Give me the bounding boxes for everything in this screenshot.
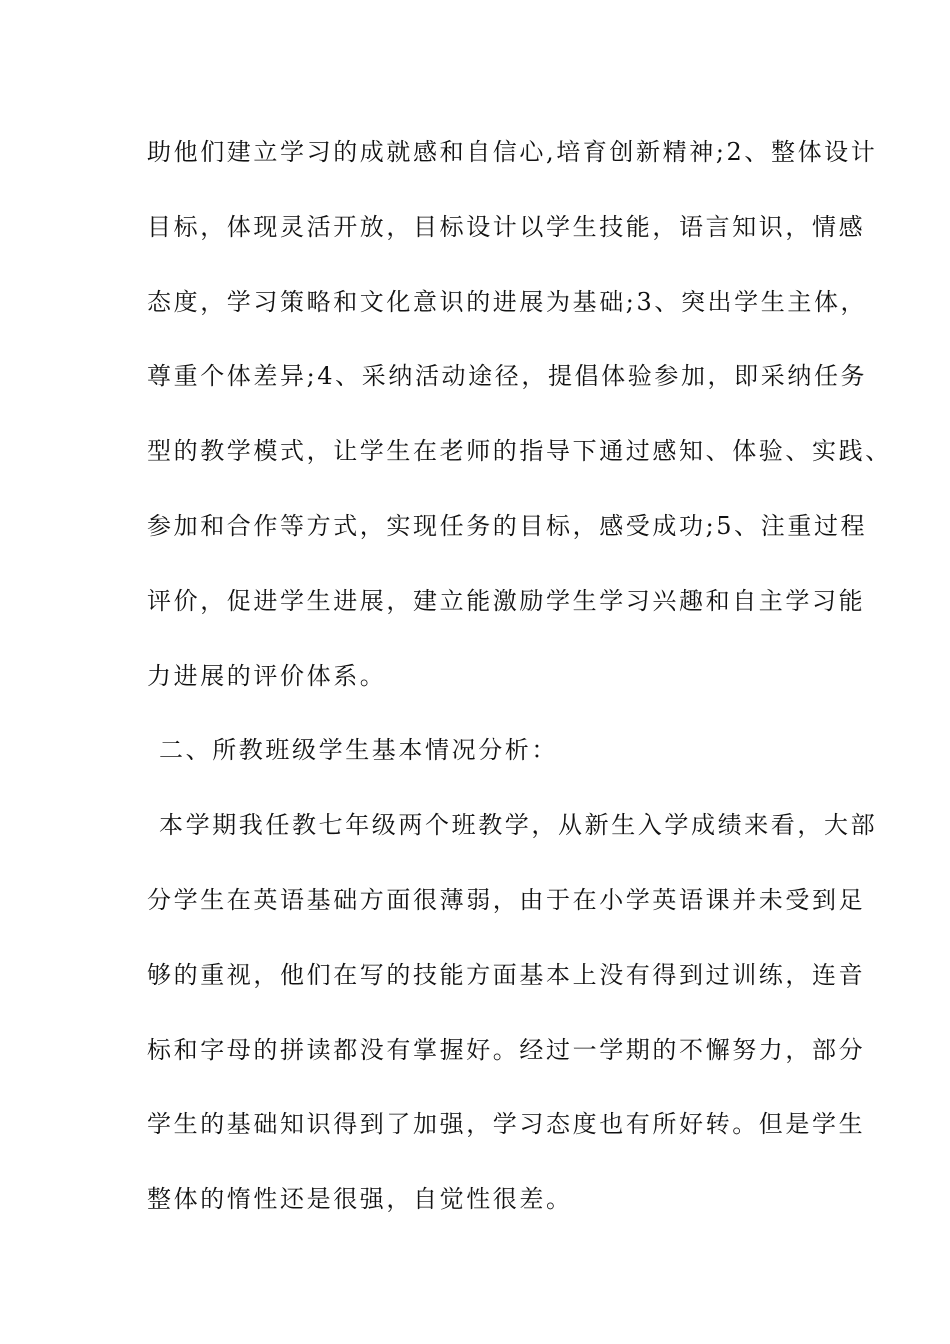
text-line: 助他们建立学习的成就感和自信心,培育创新精神;2、整体设计 [147, 138, 878, 166]
text-line: 学生的基础知识得到了加强，学习态度也有所好转。但是学生 [147, 1110, 866, 1138]
text-line: 够的重视，他们在写的技能方面基本上没有得到过训练，连音 [147, 961, 866, 989]
text-line: 评价，促进学生进展，建立能激励学生学习兴趣和自主学习能 [147, 587, 866, 615]
text-line: 参加和合作等方式，实现任务的目标，感受成功;5、注重过程 [147, 512, 868, 540]
text-line: 目标，体现灵活开放，目标设计以学生技能，语言知识，情感 [147, 213, 866, 241]
text-line: 尊重个体差异;4、采纳活动途径，提倡体验参加，即采纳任务 [147, 362, 868, 390]
text-line: 态度，学习策略和文化意识的进展为基础;3、突出学生主体， [147, 288, 868, 316]
text-line: 型的教学模式，让学生在老师的指导下通过感知、体验、实践、 [147, 437, 892, 465]
text-line: 本学期我任教七年级两个班教学，从新生入学成绩来看，大部 [159, 811, 878, 839]
section-heading: 二、所教班级学生基本情况分析： [159, 736, 558, 764]
text-line: 整体的惰性还是很强，自觉性很差。 [147, 1185, 573, 1213]
text-line: 分学生在英语基础方面很薄弱，由于在小学英语课并未受到足 [147, 886, 866, 914]
text-line: 标和字母的拼读都没有掌握好。经过一学期的不懈努力，部分 [147, 1036, 866, 1064]
text-line: 力进展的评价体系。 [147, 662, 387, 690]
